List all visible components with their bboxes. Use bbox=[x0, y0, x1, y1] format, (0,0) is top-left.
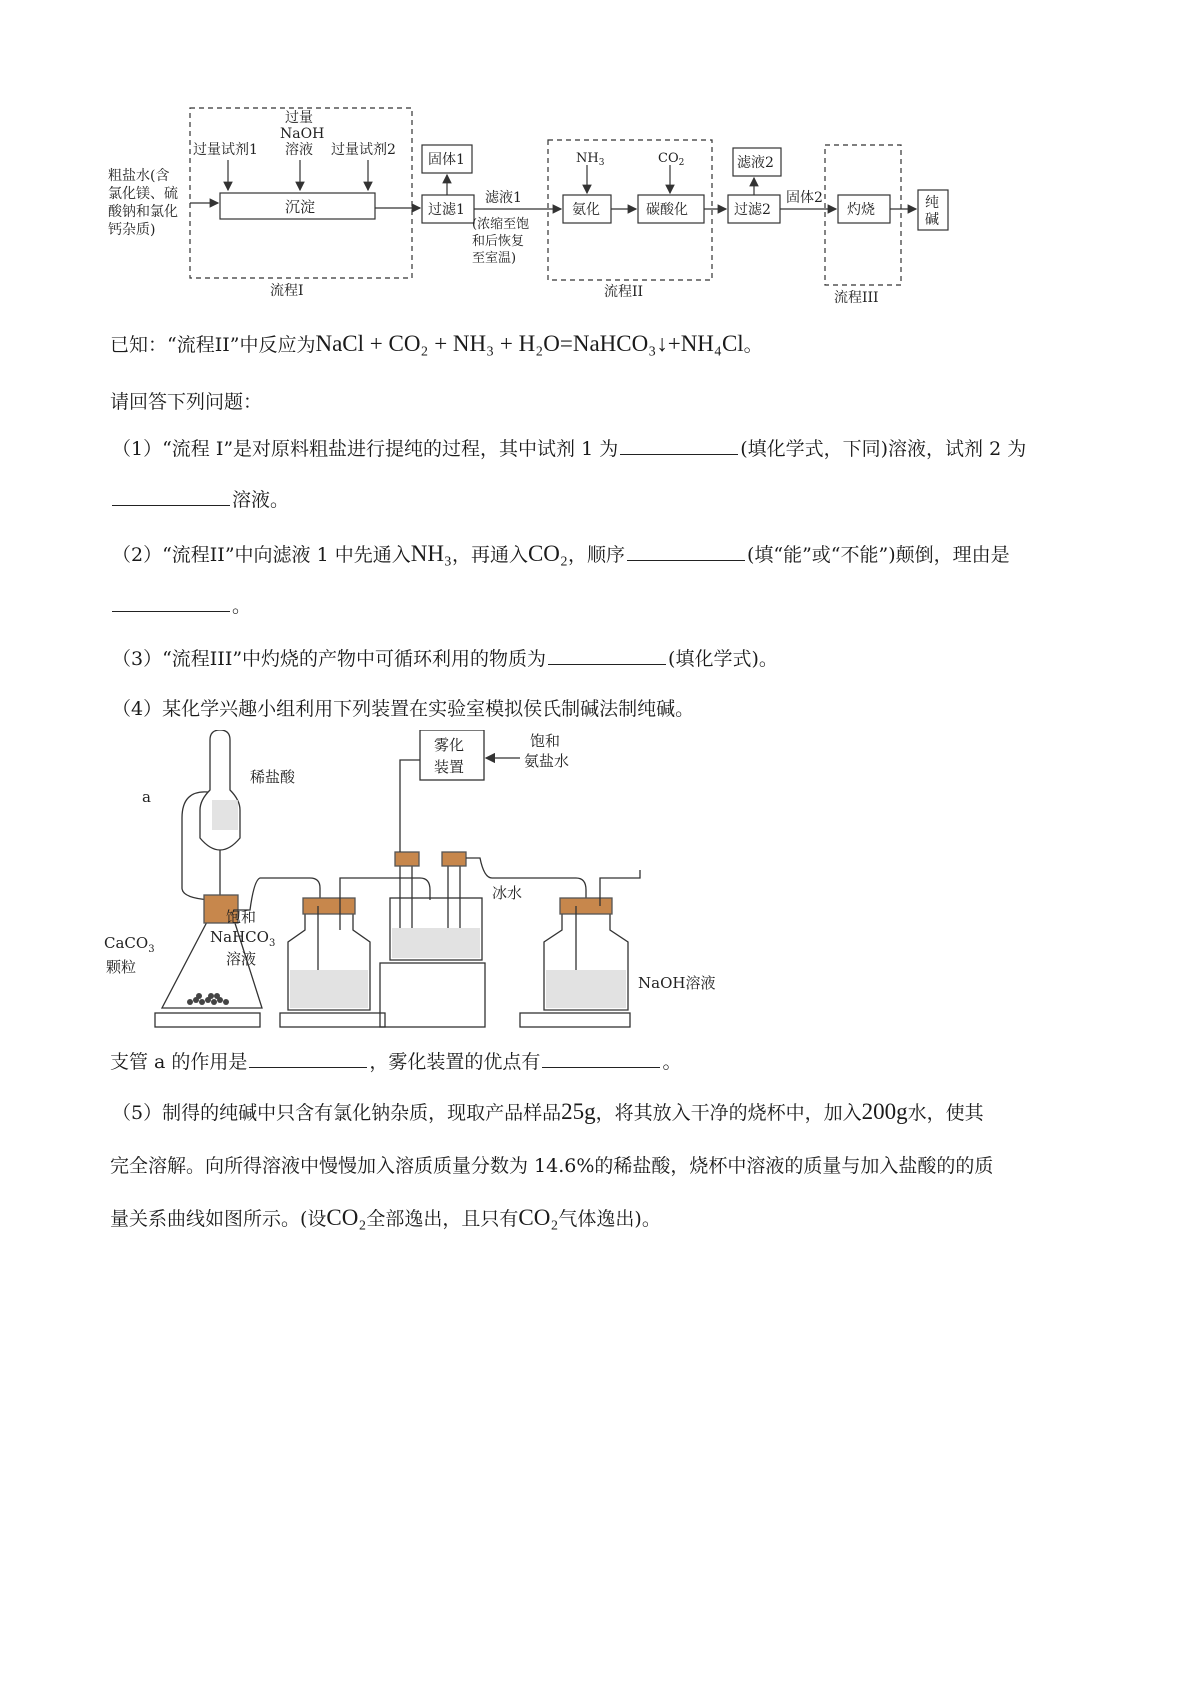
answer-blank[interactable] bbox=[112, 487, 230, 506]
carbonation-label: 碳酸化 bbox=[646, 202, 688, 218]
nh3-label: $NH_3$ bbox=[576, 151, 605, 168]
naoh-label1: 过量 bbox=[285, 110, 313, 126]
raw-input-line4: 钙杂质) bbox=[108, 222, 156, 238]
acid-label: 稀盐酸 bbox=[250, 768, 296, 786]
process2-label: 流程II bbox=[604, 284, 644, 300]
atomizer-label2: 装置 bbox=[434, 758, 465, 776]
filtrate1-note3: 至室温) bbox=[472, 251, 517, 266]
reagent1-label: 过量试剂1 bbox=[193, 142, 258, 158]
dropping-funnel bbox=[200, 730, 240, 850]
filter2-label: 过滤2 bbox=[734, 202, 771, 218]
calcine-label: 灼烧 bbox=[847, 202, 875, 218]
solid2-label: 固体2 bbox=[786, 190, 823, 206]
brine-label2: 氨盐水 bbox=[524, 752, 570, 770]
apparatus-diagram bbox=[100, 730, 720, 1040]
solid1-label: 固体1 bbox=[428, 152, 465, 168]
question-2-line1: （2）“流程II”中向滤液 1 中先通入NH₃，再通入CO₂，顺序 (填“能”或“不能”)颠倒，理由是 bbox=[112, 541, 1010, 566]
product-label1: 纯 bbox=[925, 195, 939, 211]
reaction-equation: NaCl + CO₂ + NH₃ + H₂O=NaHCO₃↓+NH₄Cl bbox=[315, 331, 744, 356]
question-4-intro: （4）某化学兴趣小组利用下列装置在实验室模拟侯氏制碱法制纯碱。 bbox=[112, 698, 695, 720]
question-5-line3: 量关系曲线如图所示。(设CO₂全部逸出，且只有CO₂气体逸出)。 bbox=[110, 1205, 661, 1230]
process-flow-diagram bbox=[0, 90, 1200, 305]
filtrate1-note1: (浓缩至饱 bbox=[472, 217, 530, 232]
filter1-label: 过滤1 bbox=[428, 202, 465, 218]
known-reaction: 已知：“流程II”中反应为NaCl + CO₂ + NH₃ + H₂O=NaHCO₃↓+NH₄Cl。 bbox=[110, 331, 763, 356]
nahco3-label: NaHCO$_3$ bbox=[210, 928, 276, 949]
atomizer-label1: 雾化 bbox=[434, 736, 465, 754]
answer-blank[interactable] bbox=[548, 646, 666, 665]
answer-blank[interactable] bbox=[542, 1049, 660, 1068]
question-5-line2: 完全溶解。向所得溶液中慢慢加入溶质质量分数为 14.6%的稀盐酸，烧杯中溶液的质量与加入盐酸的的质 bbox=[110, 1155, 994, 1177]
question-5-line1: （5）制得的纯碱中只含有氯化钠杂质，现取产品样品25g，将其放入干净的烧杯中，加入200g水，使其 bbox=[112, 1099, 984, 1124]
ammoniation-label: 氨化 bbox=[572, 202, 600, 218]
question-3: （3）“流程III”中灼烧的产物中可循环利用的物质为 (填化学式)。 bbox=[112, 648, 778, 670]
caco3-granules bbox=[187, 993, 229, 1005]
branch-a-label: a bbox=[142, 788, 151, 806]
filtrate2-label: 滤液2 bbox=[737, 155, 774, 171]
question-1-line1: （1）“流程 I”是对原料粗盐进行提纯的过程，其中试剂 1 为 (填化学式，下同)溶液，试剂 2 为 bbox=[112, 438, 1027, 460]
naoh-solution-label: NaOH溶液 bbox=[638, 974, 716, 992]
answer-blank[interactable] bbox=[249, 1049, 367, 1068]
product-label2: 碱 bbox=[925, 212, 939, 228]
brine-label1: 饱和 bbox=[530, 732, 561, 750]
raw-input-line3: 酸钠和氯化 bbox=[108, 204, 178, 220]
answer-blank[interactable] bbox=[112, 593, 230, 612]
process1-label: 流程I bbox=[270, 283, 304, 299]
granules-label: 颗粒 bbox=[106, 958, 137, 976]
solution-label: 溶液 bbox=[226, 950, 257, 968]
process3-label: 流程III bbox=[834, 290, 879, 305]
caco3-label: CaCO$_3$ bbox=[104, 934, 155, 955]
answer-blank[interactable] bbox=[620, 436, 738, 455]
question-1-line2: 溶液。 bbox=[110, 486, 289, 514]
raw-input-line1: 粗盐水(含 bbox=[108, 168, 170, 184]
filtrate1-label: 滤液1 bbox=[485, 190, 522, 206]
filtrate1-note2: 和后恢复 bbox=[472, 234, 525, 249]
naoh-label3: 溶液 bbox=[285, 142, 313, 158]
precipitate-label: 沉淀 bbox=[285, 198, 316, 216]
reagent2-label: 过量试剂2 bbox=[331, 142, 396, 158]
question-2-line2: 。 bbox=[110, 592, 251, 620]
answer-blank[interactable] bbox=[627, 542, 745, 561]
co2-label: $CO_2$ bbox=[658, 151, 685, 168]
naoh-label2: NaOH bbox=[280, 126, 325, 142]
prompt: 请回答下列问题： bbox=[110, 391, 263, 413]
raw-input-line2: 氯化镁、硫 bbox=[108, 186, 178, 202]
ice-water-label: 冰水 bbox=[492, 884, 523, 902]
saturated-label: 饱和 bbox=[226, 908, 257, 926]
question-4-line: 支管 a 的作用是 ，雾化装置的优点有 。 bbox=[110, 1051, 682, 1073]
